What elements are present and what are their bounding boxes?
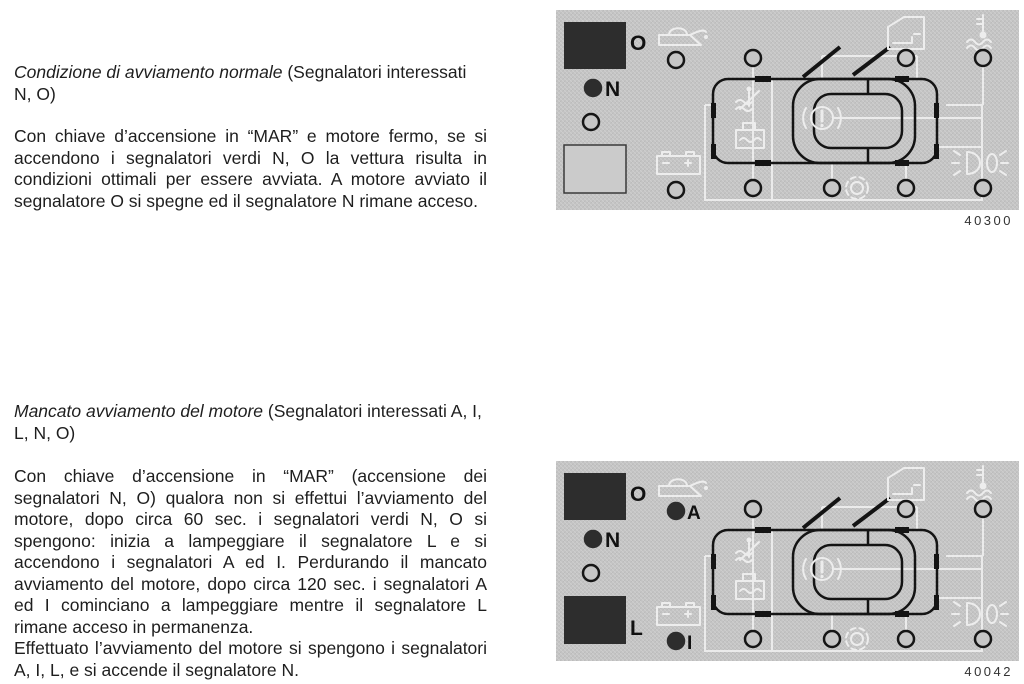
figure-starting-failure (556, 461, 1019, 679)
main-indicator-top-label: O (630, 483, 647, 506)
mid-indicator-dot (585, 80, 601, 96)
lamp-circle (898, 501, 914, 517)
lamp-circle (824, 180, 840, 196)
lamp-circle (824, 631, 840, 647)
figure-starting-normal (556, 10, 1019, 228)
mid-indicator-dot (585, 531, 601, 547)
lamp-circle (898, 631, 914, 647)
battery-indicator-lamp (668, 182, 684, 198)
lamp-circle (745, 180, 761, 196)
lamp-circle (975, 501, 991, 517)
lamp-circle (898, 50, 914, 66)
lamp-circle (975, 50, 991, 66)
section-heading-note: (Segnalatori interessati A, I, L, N, O) (14, 401, 482, 443)
oil-indicator-lamp (668, 52, 684, 68)
oil-indicator-label: A (687, 503, 701, 524)
mid-indicator-label: N (605, 78, 621, 101)
main-indicator-square-bottom (564, 145, 626, 193)
section-paragraph: Effettuato l’avviamento del motore si spengono i segnalatori A, I, L, e si accende il segnalatore N. (14, 638, 487, 680)
oil-indicator-lamp (668, 503, 684, 519)
section-heading-title: Mancato avviamento del motore (14, 401, 264, 421)
instrument-check-panel (556, 10, 1019, 210)
figure-number: 40042 (964, 664, 1013, 679)
lamp-circle (745, 50, 761, 66)
section-failed-starting (14, 401, 487, 681)
lamp-circle (745, 501, 761, 517)
small-indicator-circle (583, 114, 599, 130)
mid-indicator-label: N (605, 529, 621, 552)
main-indicator-square-bottom (564, 596, 626, 644)
lamp-circle (745, 631, 761, 647)
main-indicator-square-top (564, 473, 626, 520)
main-indicator-square-top (564, 22, 626, 69)
figure-number: 40300 (964, 213, 1013, 228)
lamp-circle (975, 180, 991, 196)
section-normal-starting (14, 62, 487, 212)
instrument-check-panel (556, 461, 1019, 661)
section-heading-title: Condizione di avviamento normale (14, 62, 283, 82)
section-heading (14, 62, 487, 105)
main-indicator-top-label: O (630, 32, 647, 55)
battery-indicator-label: I (687, 633, 693, 654)
lamp-circle (898, 180, 914, 196)
section-heading-note: (Segnalatori interessati N, O) (14, 62, 467, 104)
section-heading (14, 401, 487, 444)
small-indicator-circle (583, 565, 599, 581)
section-paragraph: Con chiave d’accensione in “MAR” e motore fermo, se si accendono i segnalatori verdi N, O la vettura risulta in condizioni ottimali per essere avviata. A motore avviato il segnalatore O si spegne ed il segnalatore N rimane acceso. (14, 126, 487, 211)
section-paragraph: Con chiave d’accensione in “MAR” (accensione dei segnalatori N, O) qualora non si effettui l’avviamento del motore, dopo circa 60 sec. i segnalatori verdi N, O si spengono: inizia a lampeggiare il segnalatore L e si accendono i segnalatori A ed I. Perdurando il mancato avviamento del motore, dopo circa 120 sec. i segnalatori A ed I cominciano a lampeggiare mentre il segnalatore L rimane acceso in permanenza. (14, 466, 487, 637)
battery-indicator-lamp (668, 633, 684, 649)
lamp-circle (975, 631, 991, 647)
main-indicator-bottom-label: L (630, 617, 643, 640)
